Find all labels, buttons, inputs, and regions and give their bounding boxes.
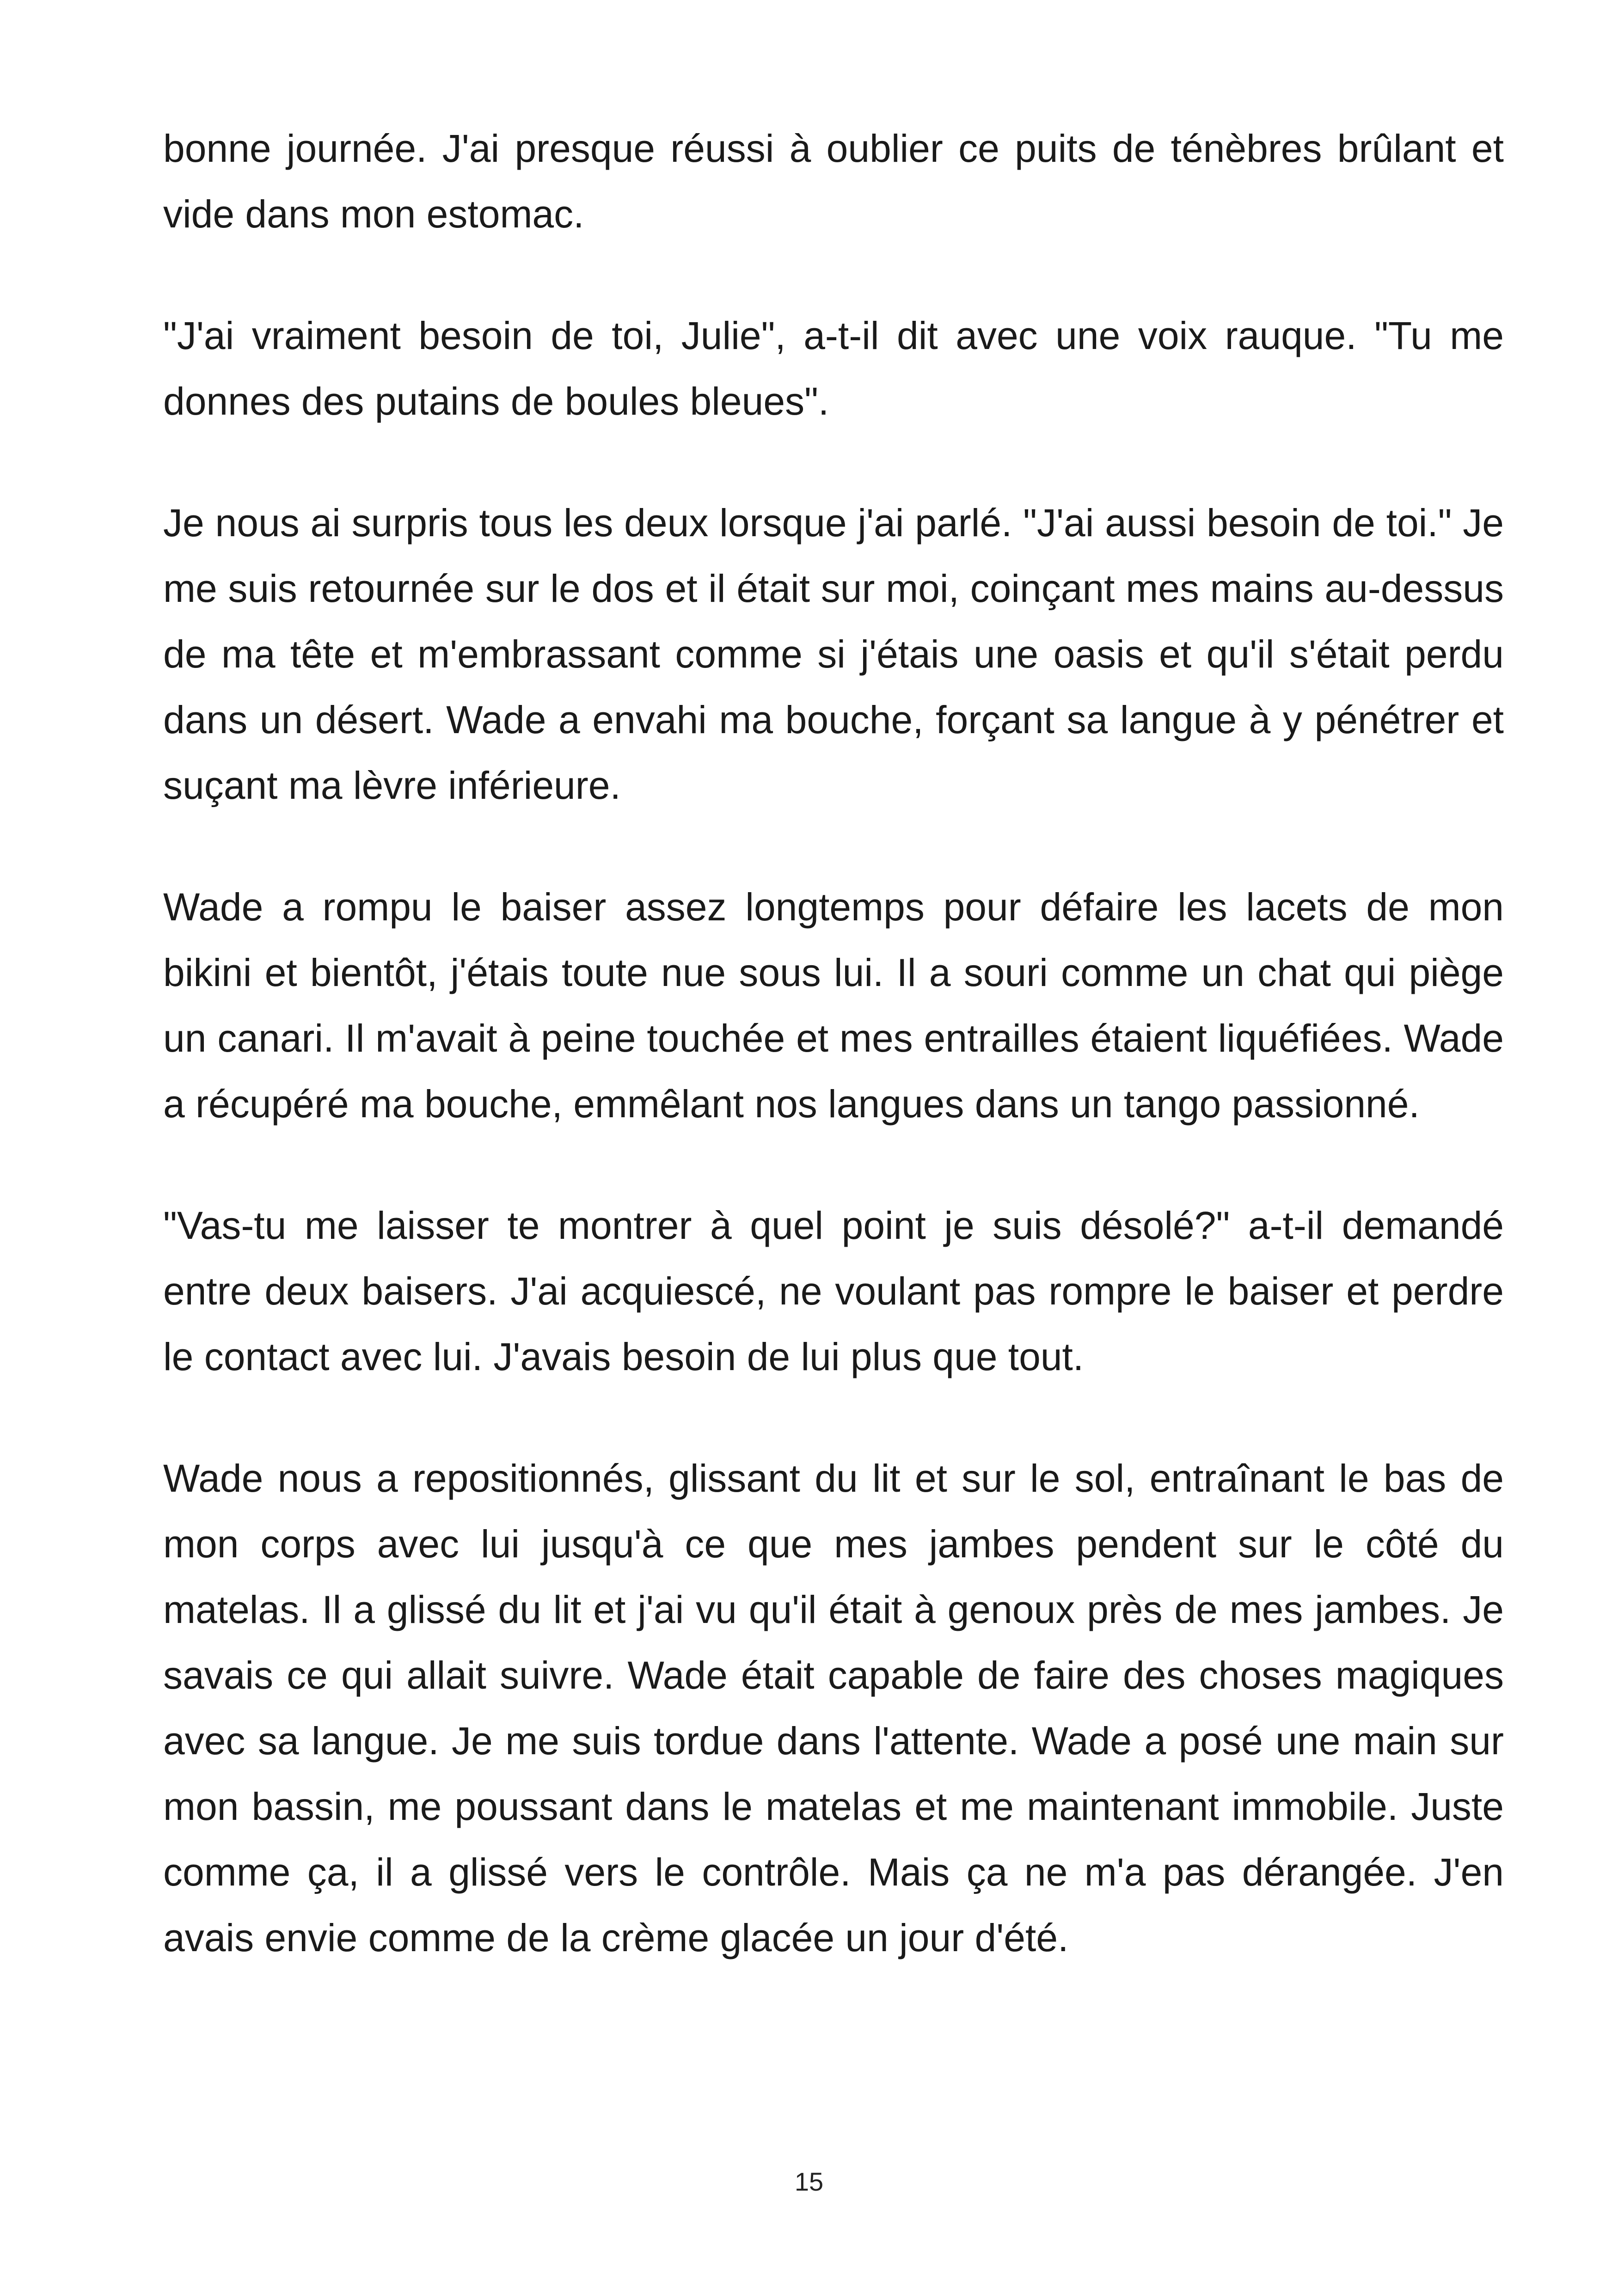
paragraph-3: Je nous ai surpris tous les deux lorsque j'ai parlé. "J'ai aussi besoin de toi." Je me suis retournée sur le dos et il était sur moi, coinçant mes mains au-dessus de ma tête et m'embrassant comme si j'étais une oasis et qu'il s'était perdu dans un désert. Wade a envahi ma bouche, forçant sa langue à y pénétrer et suçant ma lèvre inférieure. (163, 501, 1504, 807)
page-body (163, 116, 1504, 2027)
paragraph-1: bonne journée. J'ai presque réussi à oublier ce puits de ténèbres brûlant et vide dans mon estomac. (163, 127, 1504, 236)
paragraph-4: Wade a rompu le baiser assez longtemps pour défaire les lacets de mon bikini et bientôt, j'étais toute nue sous lui. Il a souri comme un chat qui piège un canari. Il m'avait à peine touchée et mes entrailles étaient liquéfiées. Wade a récupéré ma bouche, emmêlant nos langues dans un tango passionné. (163, 885, 1504, 1126)
page-number: 15 (794, 2167, 824, 2196)
paragraph-2: "J'ai vraiment besoin de toi, Julie", a-t-il dit avec une voix rauque. "Tu me donnes des putains de boules bleues". (163, 314, 1504, 423)
paragraph-6: Wade nous a repositionnés, glissant du lit et sur le sol, entraînant le bas de mon corps avec lui jusqu'à ce que mes jambes pendent sur le côté du matelas. Il a glissé du lit et j'ai vu qu'il était à genoux près de mes jambes. Je savais ce qui allait suivre. Wade était capable de faire des choses magiques avec sa langue. Je me suis tordue dans l'attente. Wade a posé une main sur mon bassin, me poussant dans le matelas et me maintenant immobile. Juste comme ça, il a glissé vers le contrôle. Mais ça ne m'a pas dérangée. J'en avais envie comme de la crème glacée un jour d'été. (163, 1457, 1504, 1959)
paragraph-5: "Vas-tu me laisser te montrer à quel point je suis désolé?" a-t-il demandé entre deux baisers. J'ai acquiescé, ne voulant pas rompre le baiser et perdre le contact avec lui. J'avais besoin de lui plus que tout. (163, 1204, 1504, 1378)
